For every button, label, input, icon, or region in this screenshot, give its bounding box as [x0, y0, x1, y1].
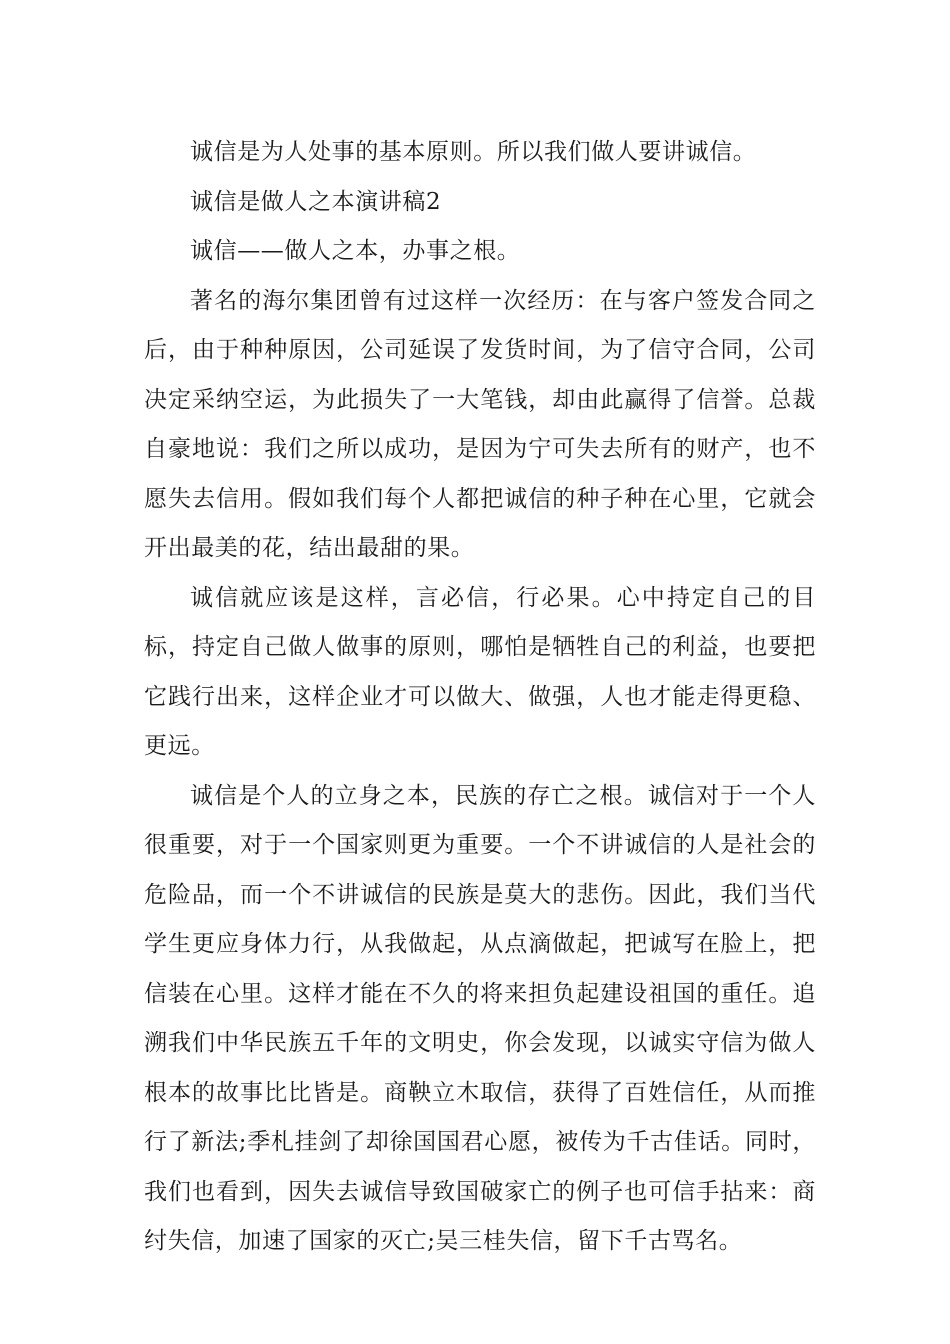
- paragraph-motto: 诚信——做人之本，办事之根。: [190, 238, 521, 264]
- paragraph-principle: 诚信是为人处事的基本原则。所以我们做人要讲诚信。: [190, 139, 757, 165]
- speech-heading: 诚信是做人之本演讲稿2: [190, 188, 442, 215]
- paragraph-haier: 著名的海尔集团曾有过这样一次经历：在与客户签发合同之后，由于种种原因，公司延误了发货时间，为了信守合同，公司决定采纳空运，为此损失了一大笔钱，却由此赢得了信誉。总裁自豪地说：我们之所以成功，是因为宁可失去所有的财产，也不愿失去信用。假如我们每个人都把诚信的种子种在心里，它就会开出最美的花，结出最甜的果。: [144, 287, 816, 561]
- document-body: [144, 128, 816, 1267]
- paragraph-history: 诚信是个人的立身之本，民族的存亡之根。诚信对于一个人很重要，对于一个国家则更为重要。一个不讲诚信的人是社会的危险品，而一个不讲诚信的民族是莫大的悲伤。因此，我们当代学生更应身体力行，从我做起，从点滴做起，把诚写在脸上，把信装在心里。这样才能在不久的将来担负起建设祖国的重任。追溯我们中华民族五千年的文明史，你会发现，以诚实守信为做人根本的故事比比皆是。商鞅立木取信，获得了百姓信任，从而推行了新法;季札挂剑了却徐国国君心愿，被传为千古佳话。同时，我们也看到，因失去诚信导致国破家亡的例子也可信手拈来：商纣失信，加速了国家的灭亡;吴三桂失信，留下千古骂名。: [144, 782, 816, 1254]
- paragraph-promise: 诚信就应该是这样，言必信，行必果。心中持定自己的目标，持定自己做人做事的原则，哪怕是牺牲自己的利益，也要把它践行出来，这样企业才可以做大、做强，人也才能走得更稳、更远。: [144, 584, 816, 759]
